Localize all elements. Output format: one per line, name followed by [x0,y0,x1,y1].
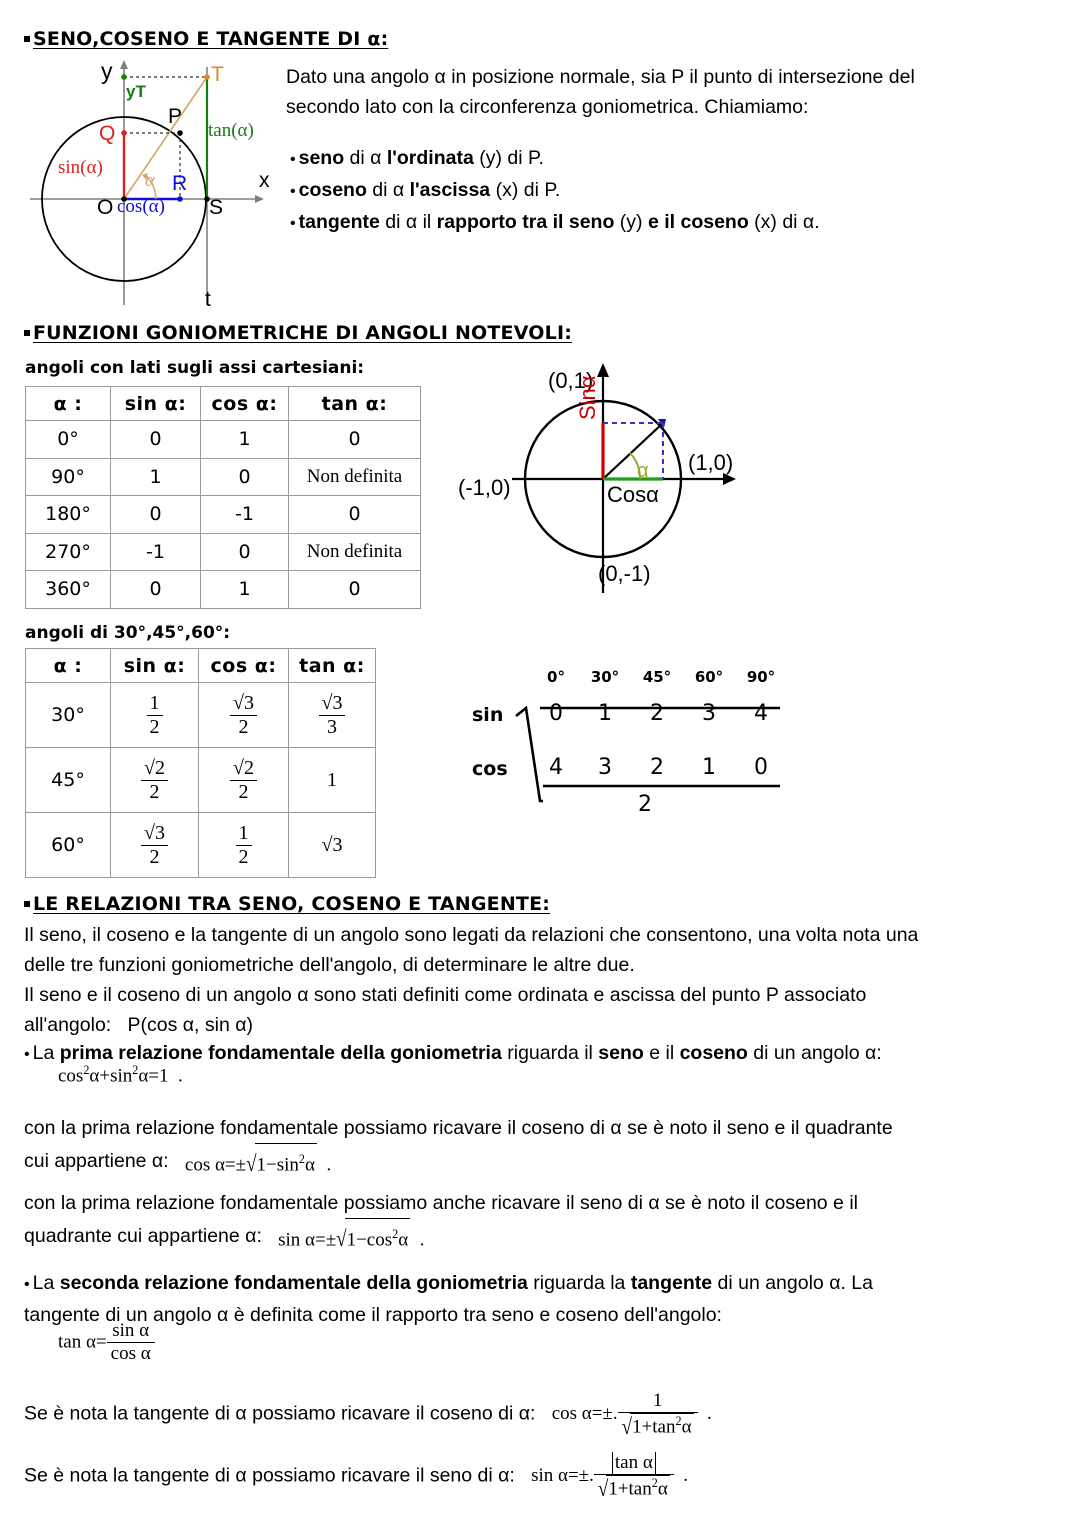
formula-cos-from-sin: $\cos \alpha=\pm√1-\sin^2\alpha$ . [185,1143,331,1180]
cell-cos: 0 [201,458,289,496]
fraction: $\frac{√3}{2}$ [230,692,257,738]
diagram2-label-alpha: α [637,460,649,482]
value: 1 [327,768,337,791]
diagram1-label-yT: yT [126,82,146,101]
relations-intro-paragraph [24,920,1069,1040]
cell-sin: 0 [111,496,201,534]
y-axis-arrow-icon [120,60,128,69]
cell-tan [289,748,376,813]
mnemonic-col-0: 0° [547,668,565,686]
diagram2-label-point-top: (0,1) [548,368,594,393]
cell-angle: 180° [26,496,111,534]
table-row [26,458,421,496]
fraction: $\frac{1}{2}$ [147,692,163,738]
table-header-row [26,387,421,421]
formula-tangente-definizione: tan α= $\frac{\text{sin α}}{\text{cos α}}$ [58,1320,155,1366]
col-header-sin: sin α: [111,649,199,683]
mnemonic-cos-2: 2 [650,755,664,780]
mnemonic-sin-1: 1 [598,701,612,726]
paragraph-line: con la prima relazione fondamentale possiamo anche ricavare il seno di α se è noto il coseno e il [24,1192,858,1214]
cell-angle: 45° [26,748,111,813]
section-heading-relazioni [24,893,550,915]
paragraph-line-with-formula: cui appartiene α: $\cos \alpha=\pm√1-\sin^2\alpha$ . [24,1143,1069,1180]
cell-cos [199,748,289,813]
bullet-seconda-relazione [24,1268,1069,1330]
diagram1-label-cos: cos(α) [117,196,165,217]
formula-prima-relazione-fondamentale: $\cos^2\alpha+\sin^2\alpha=1$ . [58,1063,183,1087]
diagram2-label-cos: Cosα [607,482,659,507]
mnemonic-row-sin-values [533,701,793,726]
mnemonic-cos-0: 4 [549,755,563,780]
mnemonic-sin-3: 3 [702,701,716,726]
mnemonic-row-cos-values [533,755,793,780]
x-axis-arrow-icon [255,195,264,203]
fraction: $\frac{1}{2}$ [236,822,252,868]
relations-line-4: all'angolo: P(cos α, sin α) [24,1014,253,1036]
section-heading-text: FUNZIONI GONIOMETRICHE DI ANGOLI NOTEVOLI: [33,322,573,344]
formula-sin-from-cos: $\sin \alpha=\pm√1-\cos^2\alpha$ . [278,1218,424,1255]
fraction: $\frac{√3}{3}$ [319,692,346,738]
point-R [177,196,183,202]
diagram2-label-sin: Sinα [575,375,600,420]
point-Q [121,130,127,136]
list-item-seno: • seno di α l'ordinata (y) di P. [290,143,1070,175]
paragraph-ricavare-seno [24,1188,1069,1255]
diagram1-label-x: x [259,169,270,192]
table-notable-angles-30-45-60 [25,648,376,878]
table-notable-angles-axes [25,386,421,609]
formula-sin-from-tan: sin α=±. $\frac{\text{tan α}}{√1+\tan^2\alpha}$ . [531,1452,689,1502]
list-item-tangente: • tangente di α il rapporto tra il seno (y) e il coseno (x) di α. [290,207,1070,239]
paragraph-ricavare-coseno [24,1113,1069,1180]
diagram1-label-Q: Q [99,122,116,145]
diagram2-label-point-bottom: (0,-1) [598,561,651,586]
intro-line-1: Dato una angolo α in posizione normale, sia P il punto di intersezione del [286,66,915,88]
mnemonic-cos-3: 1 [702,755,716,780]
section-heading-text: LE RELAZIONI TRA SENO, COSENO E TANGENTE: [33,893,551,915]
col-header-sin: sin α: [111,387,201,421]
cell-sin: 0 [111,421,201,459]
sqrt-expression: $√1-\cos^2\alpha$ [336,1218,410,1255]
mnemonic-col-45: 45° [642,668,672,686]
diagram1-label-T: T [211,63,224,86]
cell-sin: 1 [111,458,201,496]
section-heading-funzioni-goniometriche [24,322,572,344]
cell-cos: -1 [201,496,289,534]
table-row [26,748,376,813]
cell-cos: 0 [201,533,289,571]
cell-angle: 0° [26,421,111,459]
mnemonic-cos-4: 0 [754,755,768,780]
cell-sin [111,748,199,813]
cell-angle: 60° [26,813,111,878]
cell-cos: 1 [201,421,289,459]
col-header-cos: cos α: [199,649,289,683]
cell-tan [289,813,376,878]
cell-tan: 0 [289,421,421,459]
relations-line-2: delle tre funzioni goniometriche dell'angolo, di determinare le altre due. [24,954,635,976]
square-bullet-icon [24,36,30,42]
mnemonic-row-label-sin: sin [472,704,504,726]
col-header-tan: tan α: [289,387,421,421]
bullet-line: • La prima relazione fondamentale della goniometria riguarda il seno e il coseno di un angolo α: [24,1038,1069,1070]
mnemonic-sin-2: 2 [650,701,664,726]
mnemonic-column-headers [533,668,793,686]
relations-line-1: Il seno, il coseno e la tangente di un angolo sono legati da relazioni che consentono, una volta nota una [24,924,919,946]
paragraph-line: tangente di un angolo α è definita come il rapporto tra seno e coseno dell'angolo: [24,1304,722,1326]
table2-caption: angoli di 30°,45°,60°: [25,623,231,643]
section-heading-seno-coseno-tangente [24,28,388,50]
table-row [26,571,421,609]
cell-cos: 1 [201,571,289,609]
col-header-tan: tan α: [289,649,376,683]
table1-caption: angoli con lati sugli assi cartesiani: [25,358,365,378]
diagram1-label-R: R [172,172,188,195]
cell-cos [199,683,289,748]
table-row [26,496,421,534]
fraction: $\frac{√3}{2}$ [141,822,168,868]
fraction: $\frac{√2}{2}$ [230,757,257,803]
diagram2-label-point-left: (-1,0) [458,475,511,500]
bullet-line: • La seconda relazione fondamentale della goniometria riguarda la tangente di un angolo α. La [24,1268,1069,1300]
fraction: $\frac{√2}{2}$ [141,757,168,803]
table-row [26,683,376,748]
cell-cos [199,813,289,878]
diagram1-label-tan: tan(α) [208,120,254,141]
col-header-angle: α : [26,649,111,683]
table-row [26,533,421,571]
cell-tan: Non definita [289,533,421,571]
cell-sin [111,683,199,748]
paragraph-seno-da-tangente: Se è nota la tangente di α possiamo ricavare il seno di α: sin α=±. $\frac{\text{tan α}}{√1+\tan^2\alpha}$ . [24,1452,689,1502]
col-header-cos: cos α: [201,387,289,421]
radius-vector [603,423,663,479]
intro-bullet-list [290,143,1070,239]
fraction: $\frac{1}{√1+\tan^2\alpha}$ [618,1390,698,1439]
fraction [594,1452,674,1501]
paragraph-line: con la prima relazione fondamentale possiamo ricavare il coseno di α se è noto il seno e il quadrante [24,1117,893,1139]
square-bullet-icon [24,330,30,336]
square-bullet-icon [24,901,30,907]
point-T [204,74,210,80]
absolute-value: tan α [612,1452,656,1474]
col-header-angle: α : [26,387,111,421]
intro-line-2: secondo lato con la circonferenza goniometrica. Chiamiamo: [286,96,809,118]
fraction: $\frac{\text{sin α}}{\text{cos α}}$ [107,1320,155,1366]
sqrt-expression: $√1+\tan^2\alpha$ [621,1414,692,1440]
mnemonic-denominator: 2 [638,792,652,817]
cell-tan: Non definita [289,458,421,496]
cell-sin [111,813,199,878]
diagram1-label-alpha: α [145,170,155,191]
cell-angle: 360° [26,571,111,609]
diagram1-label-S: S [209,196,224,219]
diagram1-label-t: t [205,288,211,311]
intro-paragraph [286,62,1066,122]
value: √3 [321,833,343,856]
relations-line-3: Il seno e il coseno di un angolo α sono stati definiti come ordinata e ascissa del punto P associato [24,984,867,1006]
mnemonic-cos-1: 3 [598,755,612,780]
sqrt-expression: $√1-\sin^2\alpha$ [246,1143,317,1180]
paragraph-coseno-da-tangente: Se è nota la tangente di α possiamo ricavare il coseno di α: cos α=±. $\frac{1}{√1+\tan^2\alpha}$ . [24,1390,712,1440]
point-P [177,130,183,136]
diagram2-label-point-right: (1,0) [688,450,734,475]
formula-cos-from-tan: cos α=±. $\frac{1}{√1+\tan^2\alpha}$ . [551,1390,712,1440]
diagram1-label-P: P [168,105,183,128]
section-heading-text: SENO,COSENO E TANGENTE DI α: [33,28,389,50]
mnemonic-sqrt-table [468,668,798,828]
diagram1-label-y: y [101,58,113,84]
cell-angle: 270° [26,533,111,571]
mnemonic-col-90: 90° [746,668,776,686]
table-header-row [26,649,376,683]
cell-angle: 90° [26,458,111,496]
diagram1-label-O: O [97,196,114,219]
mnemonic-col-30: 30° [590,668,620,686]
paragraph-line-with-formula: quadrante cui appartiene α: $\sin \alpha=\pm√1-\cos^2\alpha$ . [24,1218,1069,1255]
diagram1-label-sin: sin(α) [58,157,103,178]
mnemonic-row-label-cos: cos [472,758,508,780]
mnemonic-col-60: 60° [694,668,724,686]
cell-tan: 0 [289,496,421,534]
cell-angle: 30° [26,683,111,748]
mnemonic-sin-4: 4 [754,701,768,726]
cell-tan [289,683,376,748]
table-row [26,813,376,878]
cell-sin: -1 [111,533,201,571]
cell-sin: 0 [111,571,201,609]
point-yT [121,74,127,80]
list-item-coseno: • coseno di α l'ascissa (x) di P. [290,175,1070,207]
sqrt-expression: $√1+\tan^2\alpha$ [597,1476,668,1502]
table-row [26,421,421,459]
mnemonic-sin-0: 0 [549,701,563,726]
cell-tan: 0 [289,571,421,609]
